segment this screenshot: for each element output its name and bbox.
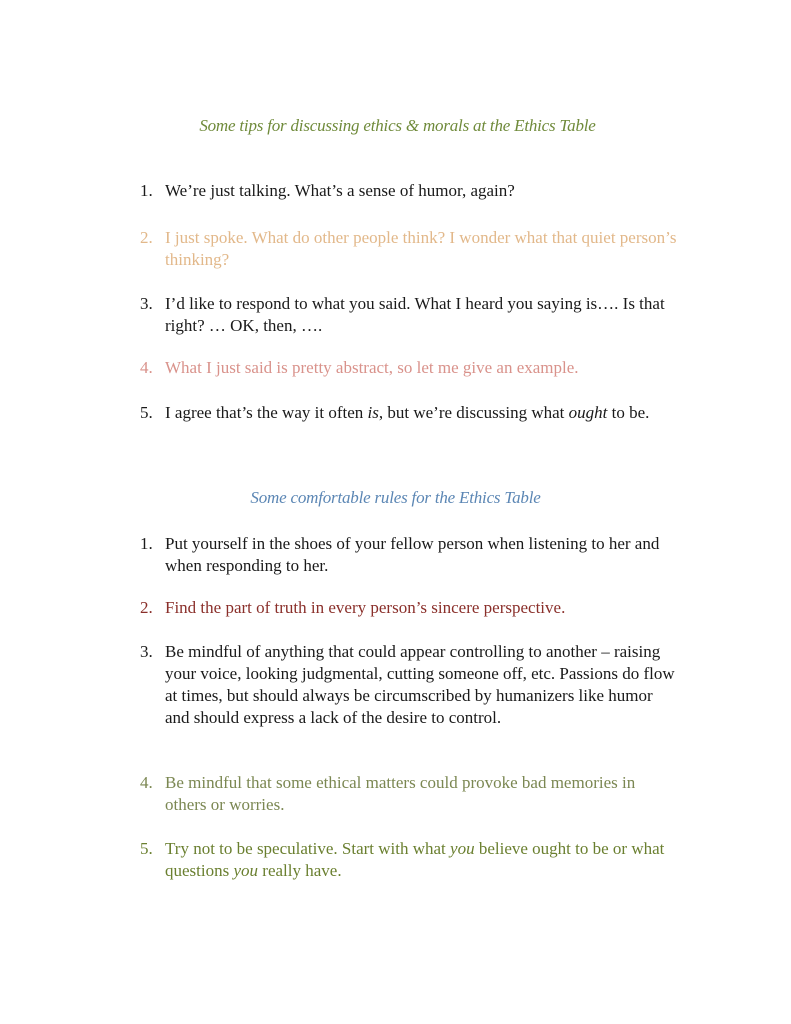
tip-number: 5. (140, 403, 153, 422)
rule-item-1 (140, 533, 680, 577)
tip-number: 3. (140, 294, 153, 313)
tip-number: 1. (140, 181, 153, 200)
rule-number: 1. (140, 534, 153, 553)
tip-text: I just spoke. What do other people think? I wonder what that quiet person’s thinking? (165, 228, 677, 269)
rule-text: Try not to be speculative. Start with what you believe ought to be or what questions you really have. (165, 839, 665, 880)
tip-text: We’re just talking. What’s a sense of humor, again? (165, 181, 515, 200)
rule-item-5 (140, 838, 680, 882)
rule-item-2 (140, 597, 680, 619)
tip-item-4 (140, 357, 680, 379)
tip-item-1 (140, 180, 680, 202)
rule-number: 4. (140, 773, 153, 792)
tip-number: 2. (140, 228, 153, 247)
tip-text: I agree that’s the way it often is, but we’re discussing what ought to be. (165, 403, 650, 422)
tip-number: 4. (140, 358, 153, 377)
tip-text: I’d like to respond to what you said. What I heard you saying is…. Is that right? … OK, then, …. (165, 294, 665, 335)
rule-text: Be mindful of anything that could appear controlling to another – raising your voice, looking judgmental, cutting someone off, etc. Passions do flow at times, but should always be circumscribed by humanizers like humor and should express a lack of the desire to control. (165, 642, 675, 727)
rule-item-4 (140, 772, 680, 816)
tip-item-3 (140, 293, 680, 337)
rule-item-3 (140, 641, 680, 729)
section1-title: Some tips for discussing ethics & morals at the Ethics Table (199, 116, 596, 135)
tip-text: What I just said is pretty abstract, so let me give an example. (165, 358, 579, 377)
tip-item-2 (140, 227, 680, 271)
rule-text: Be mindful that some ethical matters could provoke bad memories in others or worries. (165, 773, 636, 814)
rule-number: 2. (140, 598, 153, 617)
tip-item-5 (140, 402, 680, 424)
rule-number: 5. (140, 839, 153, 858)
section2-title: Some comfortable rules for the Ethics Table (250, 488, 541, 507)
rule-text: Find the part of truth in every person’s sincere perspective. (165, 598, 566, 617)
rule-number: 3. (140, 642, 153, 661)
rule-text: Put yourself in the shoes of your fellow person when listening to her and when responding to her. (165, 534, 660, 575)
